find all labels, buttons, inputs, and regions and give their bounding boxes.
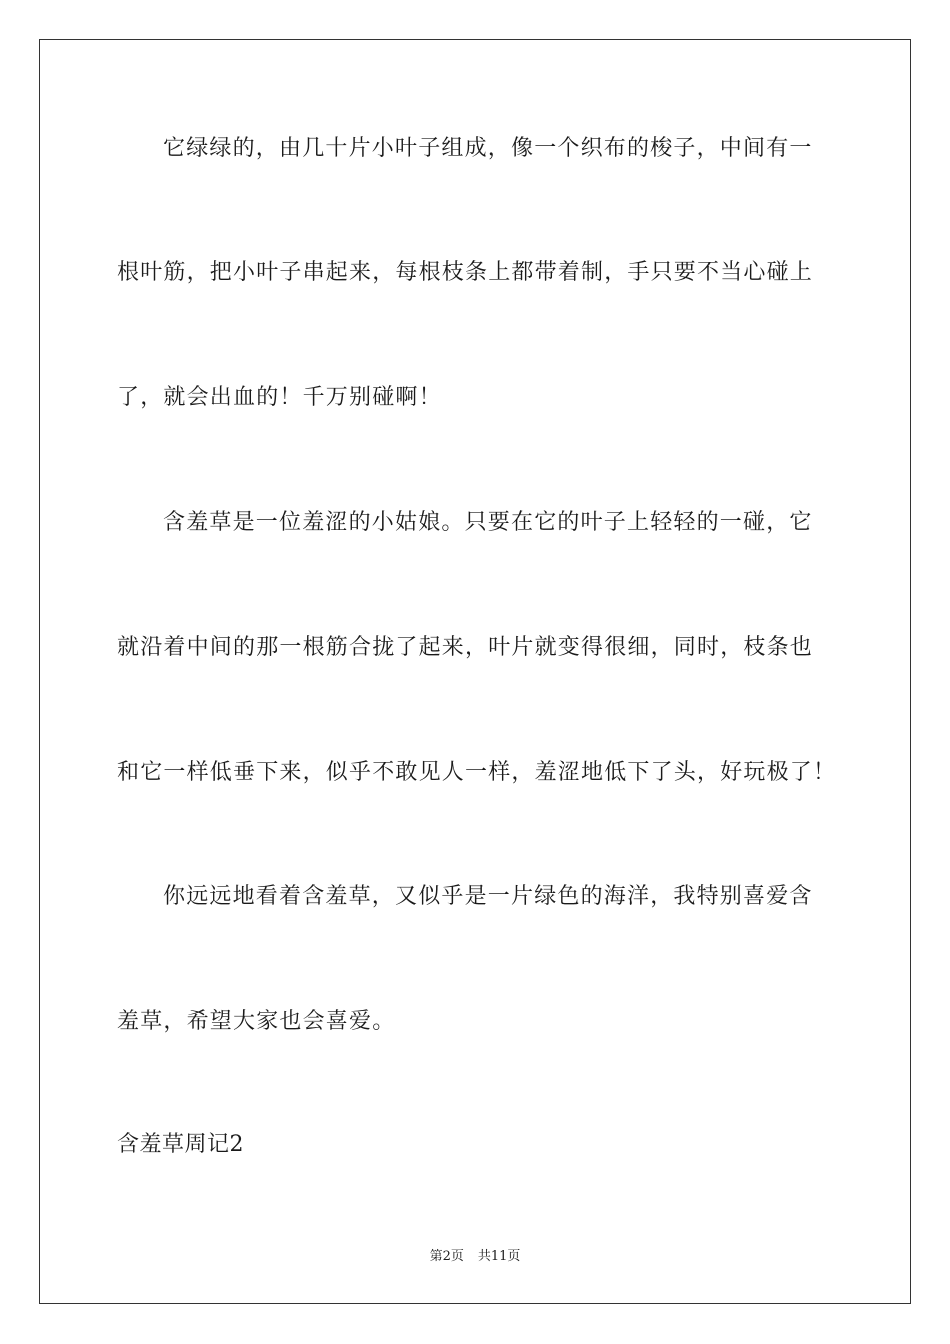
paragraph-1-line-3: 了，就会出血的！千万别碰啊！ bbox=[117, 385, 442, 410]
page-border bbox=[39, 39, 911, 1304]
paragraph-3-line-2: 羞草，希望大家也会喜爱。 bbox=[117, 1009, 396, 1034]
paragraph-3-line-1: 你远远地看着含羞草，又似乎是一片绿色的海洋，我特别喜爱含 bbox=[163, 884, 813, 909]
page-number: 第2页 bbox=[429, 1249, 464, 1264]
page-footer bbox=[0, 1248, 950, 1266]
total-pages: 共11页 bbox=[477, 1249, 521, 1264]
paragraph-1-line-1: 它绿绿的，由几十片小叶子组成，像一个织布的梭子，中间有一 bbox=[163, 136, 813, 161]
paragraph-2-line-2: 就沿着中间的那一根筋合拢了起来，叶片就变得很细，同时，枝条也 bbox=[117, 635, 814, 660]
paragraph-2-line-3: 和它一样低垂下来，似乎不敢见人一样，羞涩地低下了头，好玩极了！ bbox=[117, 760, 837, 785]
section-heading: 含羞草周记2 bbox=[117, 1132, 244, 1157]
paragraph-1-line-2: 根叶筋，把小叶子串起来，每根枝条上都带着制，手只要不当心碰上 bbox=[117, 260, 814, 285]
paragraph-2-line-1: 含羞草是一位羞涩的小姑娘。只要在它的叶子上轻轻的一碰，它 bbox=[163, 510, 813, 535]
